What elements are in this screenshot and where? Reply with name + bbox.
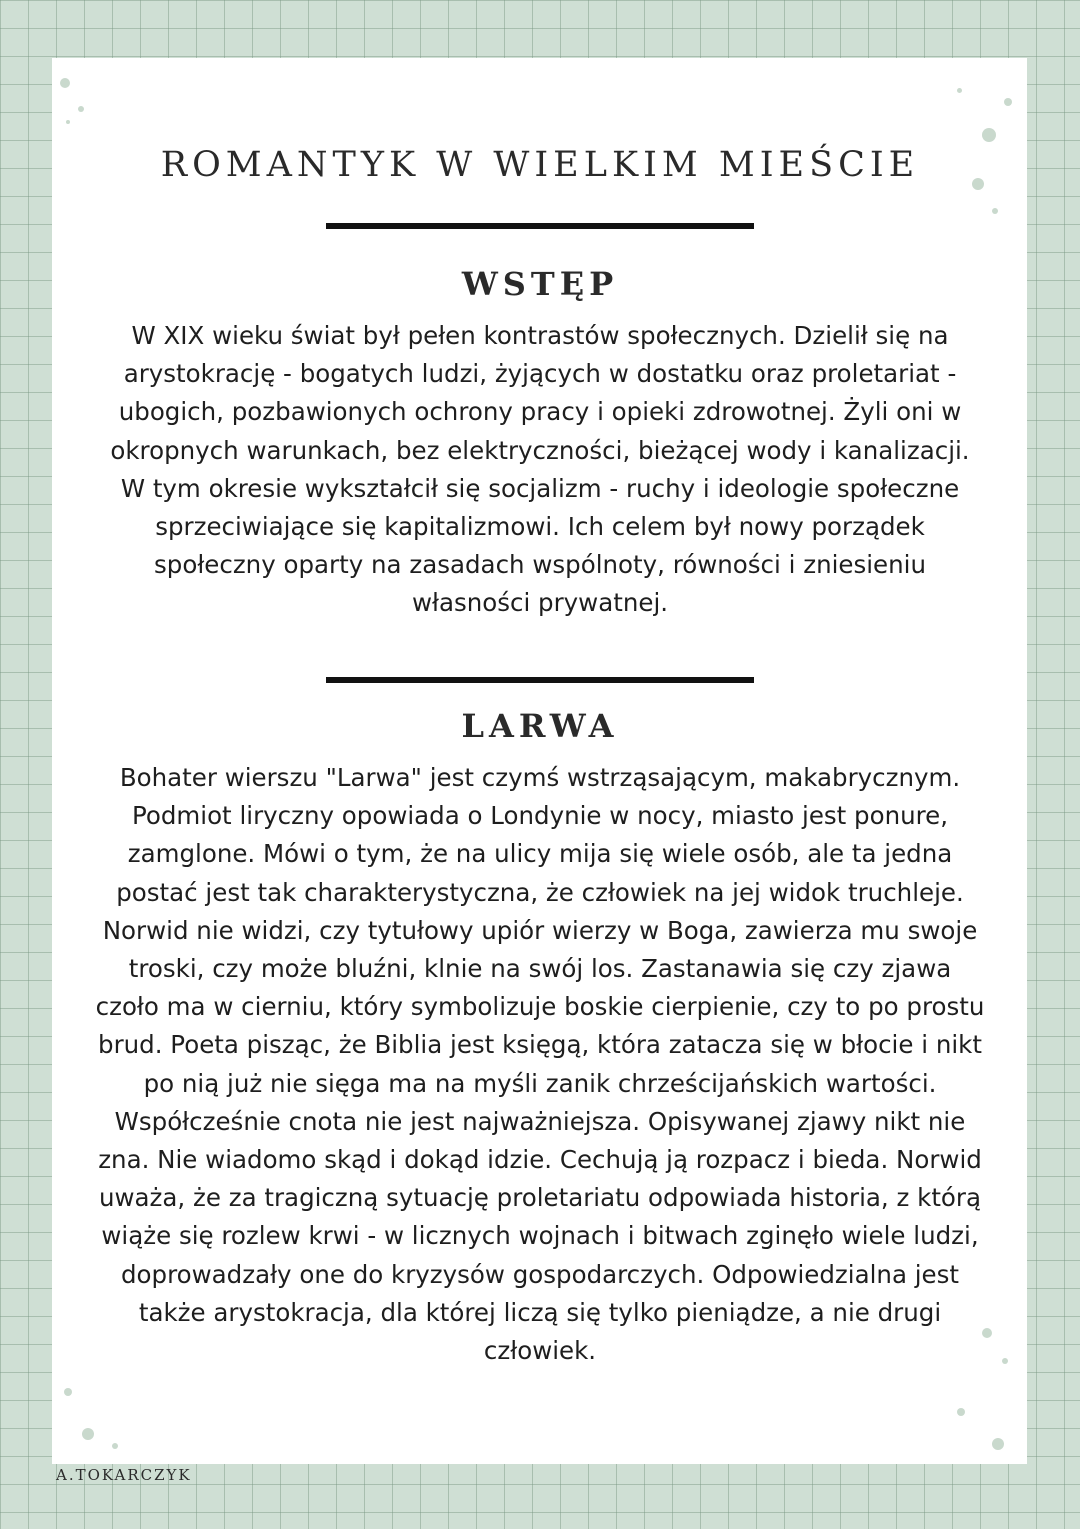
decorative-speck (982, 128, 996, 142)
decorative-speck (1004, 98, 1012, 106)
decorative-speck (957, 1408, 965, 1416)
divider-rule (326, 223, 754, 229)
section-text-larwa: Bohater wierszu "Larwa" jest czymś wstrząsającym, makabrycznym. Podmiot liryczny opowiada o Londynie w nocy, miasto jest ponure, zamglone. Mówi o tym, że na ulicy mija się wiele osób, ale ta jedna postać jest tak charakterystyczna, że człowiek na jej widok truchleje. Norwid nie widzi, czy tytułowy upiór wierzy w Boga, zawierza mu swoje troski, czy może bluźni, klnie na swój los. Zastanawia się czy zjawa czoło ma w cierniu, który symbolizuje boskie cierpienie, czy to po prostu brud. Poeta pisząc, że Biblia jest księgą, która zatacza się w błocie i nikt po nią już nie sięga ma na myśli zanik chrześcijańskich wartości. Współcześnie cnota nie jest najważniejsza. Opisywanej zjawy nikt nie zna. Nie wiadomo skąd i dokąd idzie. Cechują ją rozpacz i bieda. Norwid uważa, że za tragiczną sytuację proletariatu odpowiada historia, z którą wiąże się rozlew krwi - w licznych wojnach i bitwach zginęło wiele ludzi, doprowadzały one do kryzysów gospodarczych. Odpowiedzialna jest także arystokracja, dla której liczą się tylko pieniądze, a nie drugi człowiek. (95, 763, 985, 1366)
decorative-speck (112, 1443, 118, 1449)
decorative-speck (66, 120, 70, 124)
decorative-speck (992, 208, 998, 214)
decorative-speck (64, 1388, 72, 1396)
decorative-speck (1002, 1358, 1008, 1364)
decorative-speck (78, 106, 84, 112)
divider-rule (326, 677, 754, 683)
section-heading-wstep: WSTĘP (461, 265, 619, 303)
decorative-speck (82, 1428, 94, 1440)
section-text-wstep: W XIX wieku świat był pełen kontrastów społecznych. Dzielił się na arystokrację - bogatych ludzi, żyjących w dostatku oraz proletariat - ubogich, pozbawionych ochrony pracy i opieki zdrowotnej. Żyli oni w okropnych warunkach, bez elektryczności, bieżącej wody i kanalizacji. W tym okresie wykształcił się socjalizm - ruchy i ideologie społeczne sprzeciwiające się kapitalizmowi. Ich celem był nowy porządek społeczny oparty na zasadach wspólnoty, równości i zniesieniu własności prywatnej. (110, 321, 970, 618)
document-title: ROMANTYK W WIELKIM MIEŚCIE (160, 145, 920, 185)
section-heading-larwa: LARWA (461, 707, 619, 745)
decorative-speck (60, 78, 70, 88)
decorative-speck (957, 88, 962, 93)
author-signature: A.TOKARCZYK (56, 1466, 192, 1484)
decorative-speck (992, 1438, 1004, 1450)
